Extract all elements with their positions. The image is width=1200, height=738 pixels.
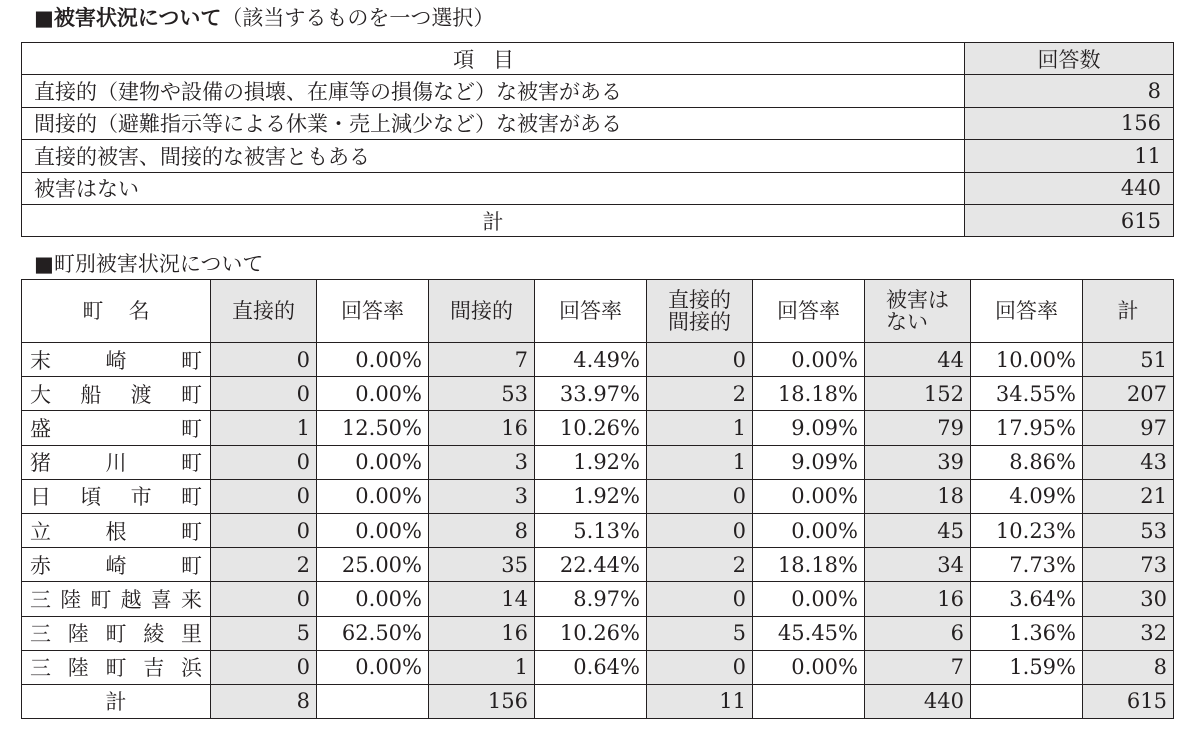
cell-none: 44 bbox=[865, 343, 971, 377]
town-name bbox=[30, 413, 202, 443]
table-row bbox=[22, 377, 1174, 411]
cell-direct: 0 bbox=[211, 650, 317, 684]
cell-direct: 1 bbox=[211, 411, 317, 445]
town-char: 市 bbox=[130, 485, 152, 510]
town-char: 三 bbox=[30, 622, 51, 647]
town-name bbox=[30, 447, 202, 477]
table-row bbox=[22, 616, 1174, 650]
cell-rate3: 45.45% bbox=[753, 616, 865, 650]
town-char: 頃 bbox=[80, 485, 102, 510]
cell-rate1: 0.00% bbox=[317, 445, 429, 479]
cell-direct: 0 bbox=[211, 445, 317, 479]
table-row bbox=[22, 445, 1174, 479]
cell-none: 79 bbox=[865, 411, 971, 445]
cell-rate2: 22.44% bbox=[535, 548, 647, 582]
town-char: 陸 bbox=[60, 587, 82, 612]
cell-rate1: 0.00% bbox=[317, 650, 429, 684]
cell-direct: 0 bbox=[211, 343, 317, 377]
cell-direct: 2 bbox=[211, 548, 317, 582]
cell-indirect: 7 bbox=[429, 343, 535, 377]
cell-rate3: 9.09% bbox=[753, 445, 865, 479]
header-none-line1: 被害は bbox=[886, 288, 949, 312]
cell-town bbox=[22, 513, 211, 547]
header-town-label: 町名 bbox=[82, 299, 175, 323]
cell-direct: 5 bbox=[211, 616, 317, 650]
table-row bbox=[22, 582, 1174, 616]
cell-rate2: 8.97% bbox=[535, 582, 647, 616]
cell-rate4: 4.09% bbox=[971, 479, 1083, 513]
cell-rate3: 18.18% bbox=[753, 377, 865, 411]
town-char: 末 bbox=[30, 348, 51, 373]
town-name bbox=[30, 481, 202, 511]
town-char: 町 bbox=[105, 656, 127, 681]
cell-rate2: 0.64% bbox=[535, 650, 647, 684]
total-row bbox=[22, 684, 1174, 718]
town-char: 町 bbox=[180, 485, 202, 510]
total-count: 615 bbox=[965, 204, 1174, 236]
town-char: 浜 bbox=[181, 656, 202, 681]
cell-rate3: 0.00% bbox=[753, 513, 865, 547]
cell-total: 53 bbox=[1083, 513, 1174, 547]
header-rate4: 回答率 bbox=[971, 280, 1083, 343]
section2-title: ■町別被害状況について bbox=[34, 252, 264, 276]
cell-both: 0 bbox=[647, 582, 753, 616]
header-both bbox=[647, 280, 753, 343]
row-count: 156 bbox=[965, 107, 1174, 139]
table-header-row bbox=[22, 43, 1174, 75]
cell-none: 152 bbox=[865, 377, 971, 411]
table-row bbox=[22, 140, 1174, 172]
cell-total: 8 bbox=[1083, 650, 1174, 684]
row-label: 間接的（避難指示等による休業・売上減少など）な被害がある bbox=[22, 107, 965, 139]
table-row bbox=[22, 172, 1174, 204]
table-row bbox=[22, 75, 1174, 107]
cell-none: 39 bbox=[865, 445, 971, 479]
row-label: 被害はない bbox=[22, 172, 965, 204]
cell-total: 21 bbox=[1083, 479, 1174, 513]
table-header-row bbox=[22, 280, 1174, 343]
town-char: 川 bbox=[105, 451, 127, 476]
cell-rate1: 0.00% bbox=[317, 479, 429, 513]
cell-total: 97 bbox=[1083, 411, 1174, 445]
cell-rate1: 0.00% bbox=[317, 377, 429, 411]
town-char: 三 bbox=[30, 656, 51, 681]
town-char: 吉 bbox=[143, 656, 165, 681]
cell-total: 32 bbox=[1083, 616, 1174, 650]
cell-rate4: 3.64% bbox=[971, 582, 1083, 616]
cell-town bbox=[22, 411, 211, 445]
header-none bbox=[865, 280, 971, 343]
town-char: 根 bbox=[105, 519, 127, 544]
total-row bbox=[22, 204, 1174, 236]
cell-none: 6 bbox=[865, 616, 971, 650]
cell-none: 45 bbox=[865, 513, 971, 547]
cell-rate1: 0.00% bbox=[317, 343, 429, 377]
row-label: 直接的被害、間接的な被害ともある bbox=[22, 140, 965, 172]
cell-both: 0 bbox=[647, 650, 753, 684]
cell-rate4: 34.55% bbox=[971, 377, 1083, 411]
town-char: 町 bbox=[90, 587, 112, 612]
cell-both: 1 bbox=[647, 445, 753, 479]
town-name bbox=[30, 652, 202, 682]
town-char: 町 bbox=[180, 382, 202, 407]
cell-town bbox=[22, 548, 211, 582]
header-indirect: 間接的 bbox=[429, 280, 535, 343]
town-char: 陸 bbox=[67, 656, 89, 681]
total-none: 440 bbox=[865, 684, 971, 718]
section1-title bbox=[34, 5, 494, 31]
header-none-line2: ない bbox=[886, 310, 928, 334]
town-char: 喜 bbox=[150, 587, 172, 612]
cell-rate2: 33.97% bbox=[535, 377, 647, 411]
cell-both: 2 bbox=[647, 548, 753, 582]
town-char: 船 bbox=[80, 382, 102, 407]
cell-direct: 0 bbox=[211, 377, 317, 411]
cell-indirect: 8 bbox=[429, 513, 535, 547]
town-name bbox=[30, 550, 202, 580]
cell-both: 0 bbox=[647, 343, 753, 377]
header-count: 回答数 bbox=[965, 43, 1174, 75]
total-label: 計 bbox=[22, 204, 965, 236]
cell-town bbox=[22, 650, 211, 684]
cell-direct: 0 bbox=[211, 582, 317, 616]
cell-rate3: 0.00% bbox=[753, 582, 865, 616]
town-char: 大 bbox=[30, 382, 51, 407]
cell-indirect: 35 bbox=[429, 548, 535, 582]
town-char: 猪 bbox=[30, 451, 51, 476]
cell-rate4: 1.36% bbox=[971, 616, 1083, 650]
town-char: 渡 bbox=[130, 382, 152, 407]
town-name bbox=[30, 516, 202, 546]
header-none-stack bbox=[886, 289, 949, 333]
cell-rate2: 1.92% bbox=[535, 479, 647, 513]
cell-town bbox=[22, 479, 211, 513]
town-name bbox=[30, 584, 202, 614]
cell-both: 2 bbox=[647, 377, 753, 411]
town-char: 町 bbox=[181, 519, 202, 544]
cell-rate3: 18.18% bbox=[753, 548, 865, 582]
town-char: 立 bbox=[30, 519, 51, 544]
cell-town bbox=[22, 343, 211, 377]
cell-indirect: 16 bbox=[429, 616, 535, 650]
total-indirect: 156 bbox=[429, 684, 535, 718]
section1-title-bold: ■被害状況について bbox=[34, 6, 222, 30]
town-char: 盛 bbox=[30, 416, 51, 441]
damage-status-table bbox=[21, 42, 1174, 237]
town-char: 町 bbox=[181, 348, 202, 373]
cell-none: 16 bbox=[865, 582, 971, 616]
table-row bbox=[22, 343, 1174, 377]
cell-rate1: 0.00% bbox=[317, 513, 429, 547]
table-row bbox=[22, 411, 1174, 445]
cell-total: 43 bbox=[1083, 445, 1174, 479]
header-direct: 直接的 bbox=[211, 280, 317, 343]
town-char: 陸 bbox=[67, 622, 89, 647]
town-char: 来 bbox=[180, 587, 202, 612]
town-char: 赤 bbox=[30, 553, 51, 578]
cell-rate2: 10.26% bbox=[535, 616, 647, 650]
total-direct: 8 bbox=[211, 684, 317, 718]
cell-indirect: 53 bbox=[429, 377, 535, 411]
table-row bbox=[22, 107, 1174, 139]
total-both: 11 bbox=[647, 684, 753, 718]
cell-rate4: 10.00% bbox=[971, 343, 1083, 377]
cell-rate2: 1.92% bbox=[535, 445, 647, 479]
cell-direct: 0 bbox=[211, 479, 317, 513]
header-rate1: 回答率 bbox=[317, 280, 429, 343]
cell-rate2: 4.49% bbox=[535, 343, 647, 377]
table-row bbox=[22, 650, 1174, 684]
cell-total: 73 bbox=[1083, 548, 1174, 582]
town-damage-table bbox=[21, 279, 1174, 719]
total-rate3-empty bbox=[753, 684, 865, 718]
cell-indirect: 16 bbox=[429, 411, 535, 445]
cell-indirect: 3 bbox=[429, 445, 535, 479]
town-char: 越 bbox=[120, 587, 142, 612]
town-char: 町 bbox=[105, 622, 127, 647]
cell-rate1: 62.50% bbox=[317, 616, 429, 650]
cell-rate1: 0.00% bbox=[317, 582, 429, 616]
cell-direct: 0 bbox=[211, 513, 317, 547]
cell-both: 5 bbox=[647, 616, 753, 650]
header-rate2: 回答率 bbox=[535, 280, 647, 343]
table-row bbox=[22, 513, 1174, 547]
cell-none: 18 bbox=[865, 479, 971, 513]
town-char: 三 bbox=[30, 587, 51, 612]
cell-indirect: 14 bbox=[429, 582, 535, 616]
header-town bbox=[22, 280, 211, 343]
cell-rate4: 1.59% bbox=[971, 650, 1083, 684]
total-label: 計 bbox=[22, 684, 211, 718]
cell-both: 1 bbox=[647, 411, 753, 445]
cell-both: 0 bbox=[647, 479, 753, 513]
cell-rate1: 25.00% bbox=[317, 548, 429, 582]
cell-total: 207 bbox=[1083, 377, 1174, 411]
total-total: 615 bbox=[1083, 684, 1174, 718]
header-item: 項目 bbox=[22, 43, 965, 75]
total-rate2-empty bbox=[535, 684, 647, 718]
table-row bbox=[22, 479, 1174, 513]
cell-rate3: 0.00% bbox=[753, 650, 865, 684]
row-count: 8 bbox=[965, 75, 1174, 107]
cell-rate3: 0.00% bbox=[753, 479, 865, 513]
cell-town bbox=[22, 616, 211, 650]
header-both-stack bbox=[668, 289, 731, 333]
cell-none: 7 bbox=[865, 650, 971, 684]
cell-total: 30 bbox=[1083, 582, 1174, 616]
header-total: 計 bbox=[1083, 280, 1174, 343]
town-char: 町 bbox=[181, 416, 202, 441]
town-char: 綾 bbox=[143, 622, 165, 647]
row-label: 直接的（建物や設備の損壊、在庫等の損傷など）な被害がある bbox=[22, 75, 965, 107]
cell-total: 51 bbox=[1083, 343, 1174, 377]
cell-rate4: 17.95% bbox=[971, 411, 1083, 445]
cell-rate2: 10.26% bbox=[535, 411, 647, 445]
cell-rate1: 12.50% bbox=[317, 411, 429, 445]
table-row bbox=[22, 548, 1174, 582]
town-char: 日 bbox=[30, 485, 51, 510]
row-count: 440 bbox=[965, 172, 1174, 204]
town-char: 崎 bbox=[105, 553, 127, 578]
town-char: 里 bbox=[181, 622, 202, 647]
town-rows bbox=[22, 343, 1174, 685]
header-rate3: 回答率 bbox=[753, 280, 865, 343]
header-both-line2: 間接的 bbox=[668, 310, 731, 334]
cell-both: 0 bbox=[647, 513, 753, 547]
cell-rate3: 0.00% bbox=[753, 343, 865, 377]
header-both-line1: 直接的 bbox=[668, 288, 731, 312]
town-char: 崎 bbox=[105, 348, 127, 373]
cell-rate4: 7.73% bbox=[971, 548, 1083, 582]
cell-indirect: 3 bbox=[429, 479, 535, 513]
cell-town bbox=[22, 445, 211, 479]
town-name bbox=[30, 618, 202, 648]
cell-town bbox=[22, 582, 211, 616]
cell-rate3: 9.09% bbox=[753, 411, 865, 445]
cell-rate4: 8.86% bbox=[971, 445, 1083, 479]
total-rate1-empty bbox=[317, 684, 429, 718]
section1-title-note: （該当するものを一つ選択） bbox=[221, 6, 495, 30]
town-char: 町 bbox=[181, 451, 202, 476]
town-name bbox=[30, 345, 202, 375]
town-char: 町 bbox=[181, 553, 202, 578]
cell-rate4: 10.23% bbox=[971, 513, 1083, 547]
cell-indirect: 1 bbox=[429, 650, 535, 684]
cell-town bbox=[22, 377, 211, 411]
town-name bbox=[30, 379, 202, 409]
row-count: 11 bbox=[965, 140, 1174, 172]
cell-none: 34 bbox=[865, 548, 971, 582]
total-rate4-empty bbox=[971, 684, 1083, 718]
cell-rate2: 5.13% bbox=[535, 513, 647, 547]
